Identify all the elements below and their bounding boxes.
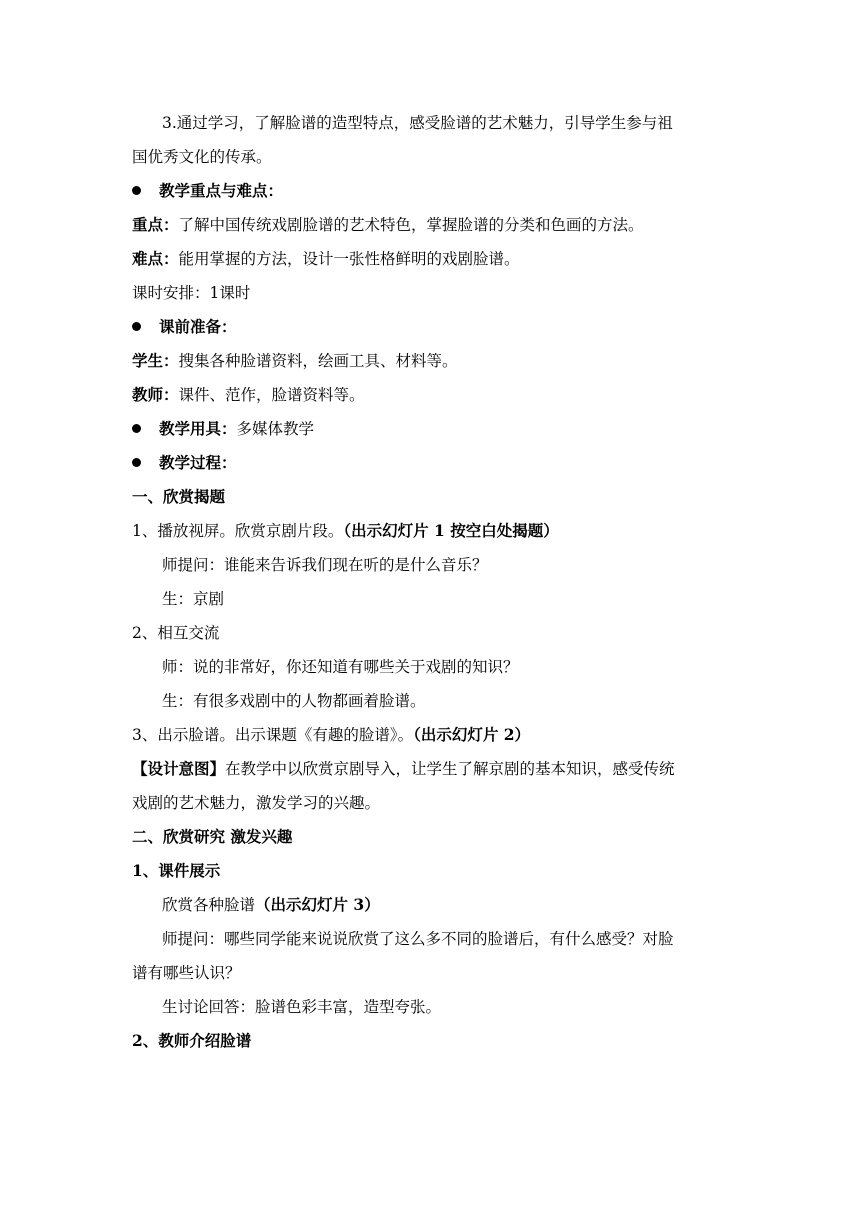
bullet-icon [132,424,141,433]
student-answer-2: 生：有很多戏剧中的人物都画着脸谱。 [162,692,426,710]
process-heading: 教学过程： [132,452,732,474]
goal-3-line-2: 国优秀文化的传承。 [132,148,272,166]
tools-line [132,418,732,440]
bullet-icon [132,458,141,467]
design-intent-line-2: 戏剧的艺术魅力，激发学习的兴趣。 [132,794,381,812]
student-preparation [132,350,732,372]
focus-paragraph [132,214,732,236]
teacher-question-3-line-1: 师提问：哪些同学能来说说欣赏了这么多不同的脸谱后，有什么感受？对脸 [162,930,674,948]
bullet-icon [132,186,141,195]
focus-label: 重点： [132,215,179,234]
schedule: 课时安排：1课时 [132,284,251,302]
section-1-title: 一、欣赏揭题 [132,487,226,506]
section-1-item-2: 2、相互交流 [132,624,220,642]
student-answer-1: 生：京剧 [162,590,225,608]
section-2-item-2: 2、教师介绍脸谱 [132,1031,252,1050]
teacher-label: 教师： [132,385,179,404]
difficulty-paragraph [132,248,732,270]
teacher-question-3-line-2: 谱有哪些认识？ [132,964,241,982]
student-text: 搜集各种脸谱资料，绘画工具、材料等。 [178,352,458,370]
student-discussion-answer: 生讨论回答：脸谱色彩丰富，造型夸张。 [162,998,442,1016]
section-1-item-1: 1、播放视屏。欣赏京剧片段。（出示幻灯片 1 按空白处揭题） [132,521,559,540]
difficulty-text: 能用掌握的方法，设计一张性格鲜明的戏剧脸谱。 [178,250,520,268]
section-1-item-3: 3、出示脸谱。出示课题《有趣的脸谱》。（出示幻灯片 2） [132,725,531,744]
key-points-heading: 教学重点与难点： [132,180,732,202]
section-2-item-1: 1、课件展示 [132,861,221,880]
teacher-text: 课件、范作，脸谱资料等。 [178,386,365,404]
focus-text: 了解中国传统戏剧脸谱的艺术特色，掌握脸谱的分类和色画的方法。 [178,216,644,234]
difficulty-label: 难点： [132,249,179,268]
design-intent-line-1: 【设计意图】在教学中以欣赏京剧导入，让学生了解京剧的基本知识，感受传统 [132,759,675,778]
section-2-title: 二、欣赏研究 激发兴趣 [132,827,293,846]
tools-text: 多媒体教学 [236,420,315,438]
goal-3-line-1: 3.通过学习，了解脸谱的造型特点，感受脸谱的艺术魅力，引导学生参与祖 [162,114,673,132]
teacher-question-2: 师：说的非常好，你还知道有哪些关于戏剧的知识？ [162,658,519,676]
teacher-preparation [132,384,732,406]
design-intent-label: 【设计意图】 [132,759,226,778]
teacher-question-1: 师提问：谁能来告诉我们现在听的是什么音乐？ [162,556,488,574]
bullet-icon [132,322,141,331]
view-masks-line: 欣赏各种脸谱（出示幻灯片 3） [162,895,380,914]
student-label: 学生： [132,351,179,370]
preparation-heading: 课前准备： [132,316,732,338]
tools-heading: 教学用具： [159,419,237,438]
